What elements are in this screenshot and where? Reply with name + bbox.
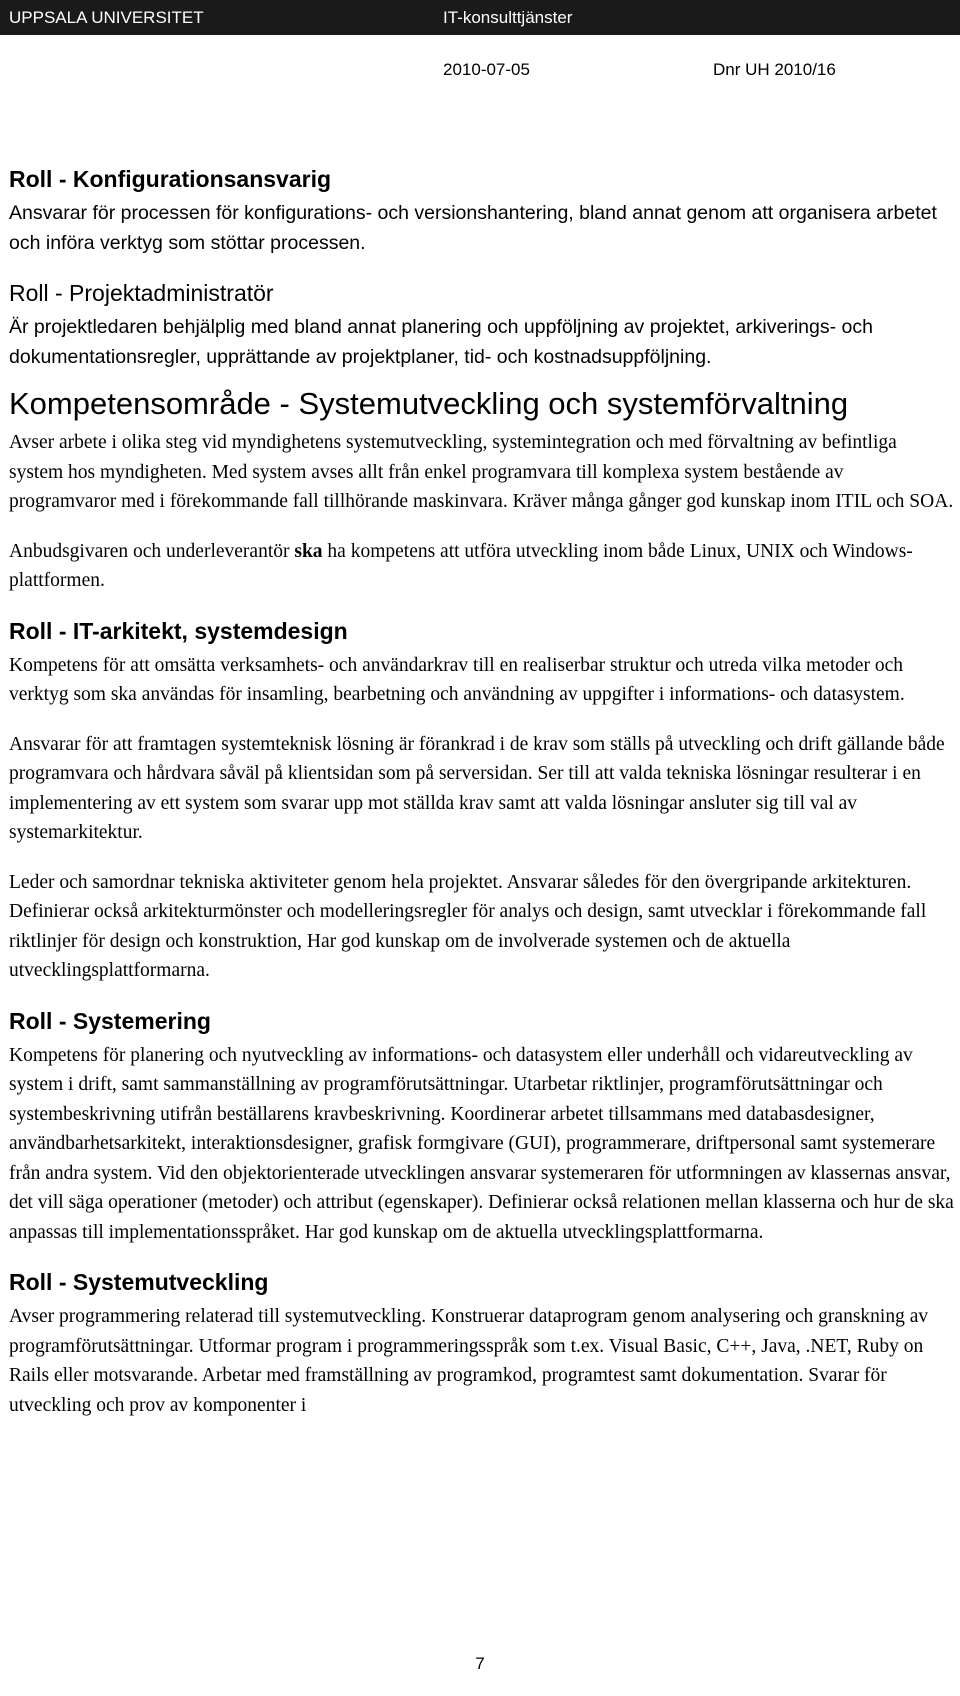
paragraph-systemering: Kompetens för planering och nyutveckling av informations- och datasystem eller underhåll och vidareutveckling av system i drift, samt sammanställning av programförutsättningar. Utarbetar riktlinjer, programförutsättningar och systembeskrivning utifrån beställarens kravbeskrivning. Koordinerar arbetet tillsammans med databasdesigner, användbarhetsarkitekt, interaktionsdesigner, grafisk formgivare (GUI), programmerare, driftpersonal samt systemerare från andra system. Vid den objektorienterade utvecklingen ansvarar systemeraren för utformningen av klassernas ansvar, det vill säga operationer (metoder) och attribut (egenskaper). Definierar också relationen mellan klasserna och hur de ska anpassas till implementationsspråket. Har god kunskap om de aktuella utvecklingsplattformarna. [9, 1044, 954, 1243]
heading-konfigurationsansvarig: Roll - Konfigurationsansvarig [9, 166, 332, 192]
paragraph-it-arkitekt-1: Kompetens för att omsätta verksamhets- och användarkrav till en realiserbar struktur och utreda vilka metoder och verktyg som ska användas för insamling, bearbetning och användning av uppgifter i informations- och datasystem. [9, 654, 905, 705]
document-body [9, 164, 954, 1440]
document-header [0, 0, 960, 35]
paragraph-systemutveckling: Avser programmering relaterad till systemutveckling. Konstruerar dataprogram genom analysering och granskning av programförutsättningar. Utformar program i programmeringsspråk som t.ex. Visual Basic, C++, Java, .NET, Ruby on Rails eller motsvarande. Arbetar med framställning av programkod, programtest samt dokumentation. Svarar för utveckling och prov av komponenter i [9, 1306, 929, 1416]
paragraph-it-arkitekt-3: Leder och samordnar tekniska aktiviteter genom hela projektet. Ansvarar således för den övergripande arkitekturen. Definierar också arkitekturmönster och modelleringsregler för analys och design, samt utvecklar i förekommande fall riktlinjer för design och konstruktion, Har god kunskap om de involverade systemen och de aktuella utvecklingsplattformarna. [9, 871, 927, 981]
header-date: 2010-07-05 [443, 60, 530, 79]
paragraph-kompetensomrade-1: Avser arbete i olika steg vid myndighetens systemutveckling, systemintegration och med förvaltning av befintliga system hos myndigheten. Med system avses allt från enkel programvara till komplexa system bestående av programvaror med i förekommande fall tillhörande maskinvara. Kräver många gånger god kunskap inom ITIL och SOA. [9, 432, 954, 512]
heading-systemering: Roll - Systemering [9, 1007, 211, 1034]
paragraph-it-arkitekt-2: Ansvarar för att framtagen systemteknisk lösning är förankrad i de krav som ställs på utveckling och drift gällande både programvara och hårdvara såväl på klientsidan som på serversidan. Ser till att valda tekniska lösningar resulterar i en implementering av ett system som svarar upp mot ställda krav samt att valda lösningar ansluter sig till val av systemarkitektur. [9, 733, 945, 843]
heading-it-arkitekt: Roll - IT-arkitekt, systemdesign [9, 617, 348, 644]
text-before-bold: Anbudsgivaren och underleverantör [9, 540, 295, 562]
heading-kompetensomrade: Kompetensområde - Systemutveckling och systemförvaltning [9, 386, 849, 421]
document-subheader [0, 58, 960, 88]
paragraph-kompetensomrade-2 [9, 537, 954, 596]
header-dnr: Dnr UH 2010/16 [713, 60, 836, 79]
heading-systemutveckling: Roll - Systemutveckling [9, 1269, 269, 1295]
page-number: 7 [475, 1654, 485, 1673]
paragraph-konfigurationsansvarig: Ansvarar för processen för konfigurations- och versionshantering, bland annat genom att organisera arbetet och införa verktyg som stöttar processen. [9, 202, 937, 254]
heading-projektadministrator: Roll - Projektadministratör [9, 280, 274, 306]
header-organization: UPPSALA UNIVERSITET [9, 8, 204, 27]
text-after-bold: ha kompetens att utföra utveckling inom både Linux, UNIX och Windows-plattformen. [9, 540, 913, 591]
header-department: IT-konsulttjänster [443, 8, 573, 27]
text-bold-ska: ska [294, 540, 323, 562]
paragraph-projektadministrator: Är projektledaren behjälplig med bland annat planering och uppföljning av projektet, arkiverings- och dokumentationsregler, upprättande av projektplaner, tid- och kostnadsuppföljning. [9, 316, 873, 368]
